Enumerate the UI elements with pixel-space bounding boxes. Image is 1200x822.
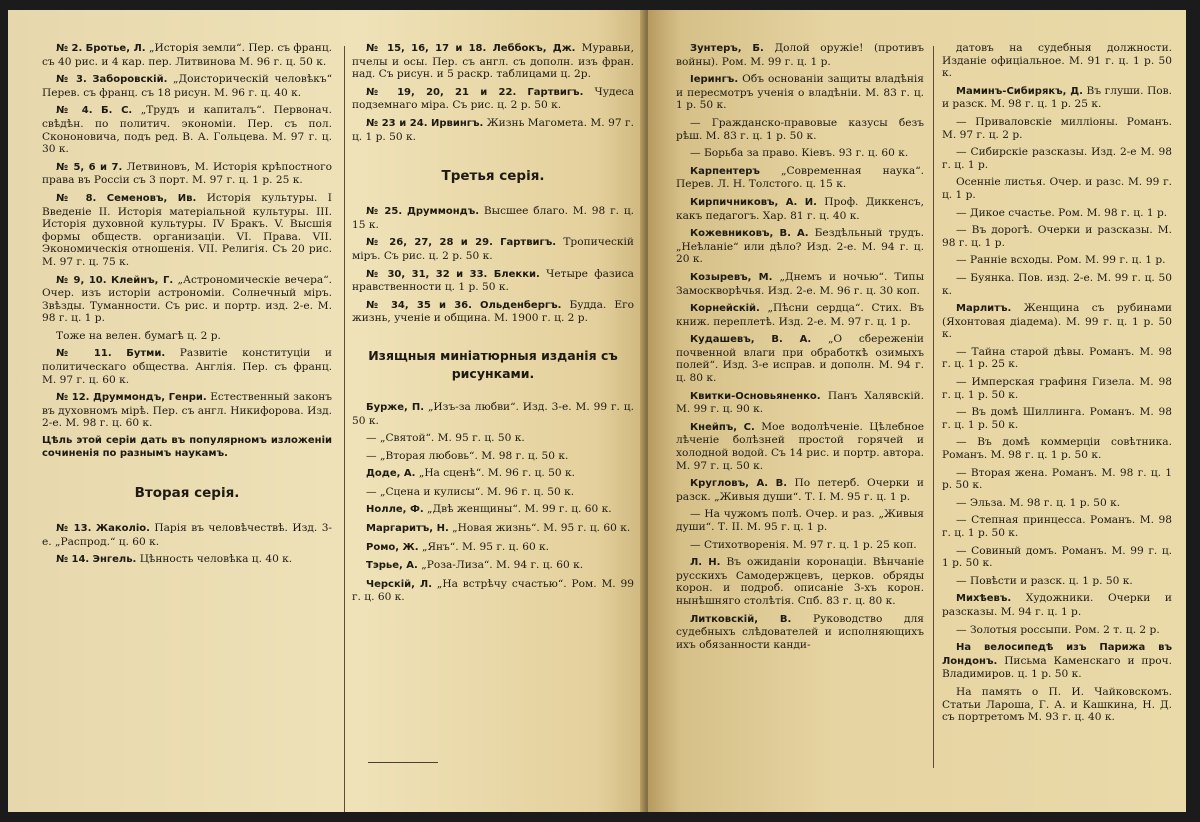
series3-heading: Третья серія. [441,168,545,185]
entry-text: — Вторая жена. Романъ. М. 98 г. ц. 1 р. 50 к. [942,466,1172,492]
entry-author: Леббокъ, Дж. [492,43,576,54]
entry-number: № 25. [366,206,403,218]
entry-text: По петерб. Очерки и разск. „Живыя души“. Т. I. М. 95 г. ц. 1 р. [676,477,924,503]
entry-author: Заборовскій. [92,74,168,86]
entry-text: Тоже на велен. бумагѣ ц. 2 р. [56,329,221,342]
entry-author: Друммондъ. [406,206,480,218]
entry-author: Кудашевъ, В. А. [690,334,812,346]
entry-text: Руководство для судебныхъ слѣдователей и исполняющихъ ихъ обязанности канди- [676,612,924,651]
entry-author: Бурже, П. [366,401,425,413]
entry-author: Кнейпъ, С. [690,421,755,433]
entry-text: Цѣнность человѣка ц. 40 к. [139,553,293,566]
catalog-entry [352,236,634,262]
catalog-entry [942,254,1172,267]
entry-number: № 14. [56,554,90,566]
catalog-entry [352,299,634,325]
entry-number: № 4. [56,105,93,117]
catalog-entry [942,207,1172,220]
entry-number: № 34, 35 и 36. [366,299,472,311]
catalog-entry [42,104,332,155]
entry-text: — Въ дорогѣ. Очерки и разсказы. М. 98 г. ц. 1 р. [942,224,1172,249]
entry-author: Л. Н. [690,557,721,569]
entry-author: Іерингъ. [690,74,739,86]
catalog-entry [676,477,924,503]
entry-number: № 8. [56,192,97,204]
entry-author: Ирвингъ. [430,117,484,129]
entry-text: „На встрѣчу счастью“. Ром. М. 99 г. ц. 60 к. [352,577,634,604]
series1-entry-list [42,42,332,430]
entry-author: Клейнъ, Г. [110,274,174,286]
catalog-entry [676,508,924,533]
entry-author: Марлитъ. [956,303,1012,315]
entry-author: Гартвигъ. [527,86,584,98]
catalog-entry [676,333,924,384]
catalog-entry [942,575,1172,588]
entry-text: Художники. Очерки и разсказы. М. 94 г. ц. 1 р. [942,592,1172,618]
entry-number: № 2. [56,43,83,54]
catalog-entry [676,421,924,472]
catalog-entry [42,347,332,386]
left-page-column-1 [42,42,332,572]
series2-continued-list [352,42,634,143]
entry-text: „Двѣ женщины“. М. 99 г. ц. 60 к. [427,503,612,516]
entry-text: датовъ на судебныя должности. Изданіе офиціальное. М. 91 г. ц. 1 р. 50 к. [942,42,1172,80]
miniature-entry-list [352,401,634,604]
catalog-entry [42,274,332,325]
catalog-entry [942,85,1172,111]
entry-text: — „Вторая любовь“. М. 98 г. ц. 50 к. [366,449,569,462]
entry-author: Друммондъ, Генри. [92,392,207,404]
catalog-entry [676,196,924,222]
entry-text: — Борьба за право. Кіевъ. 93 г. ц. 60 к. [690,147,909,160]
entry-text: „Исторія земли“. Пер. съ франц. съ 40 рис. и 4 кар. пер. Литвинова М. 96 г. ц. 50 к. [42,42,333,68]
entry-text: На память о П. И. Чайковскомъ. Статьи Лароша, Г. А. и Кашкина, Н. Д. съ портретомъ М. 93 г. ц. 40 к. [942,685,1172,724]
catalog-entry [352,486,634,499]
entry-text: — Степная принцесса. Романъ. М. 98 г. ц. 1 р. 50 к. [942,514,1172,539]
catalog-entry [942,686,1172,724]
entry-text: Тропическій міръ. Съ рис. ц. 2 р. 50 к. [352,236,634,262]
column-divider [344,46,345,812]
entry-text: Жизнь Магомета. М. 97 г. ц. 1 р. 50 к. [352,116,634,143]
entry-author: Нолле, Ф. [366,504,424,516]
catalog-entry [942,624,1172,637]
entry-author: Козыревъ, М. [690,271,773,283]
entry-text: „Новая жизнь“. М. 95 г. ц. 60 к. [452,522,631,535]
entry-author: Черскій, Л. [366,578,433,590]
catalog-entry [942,346,1172,371]
catalog-entry [676,227,924,266]
entry-text: Женщина съ рубинами (Яхонтовая діадема). М. 99 г. ц. 1 р. 50 к. [942,302,1172,341]
entry-text: Развитіе конституціи и политическаго общества. Англія. Пер. съ франц. М. 97 г. ц. 60 к. [42,347,332,386]
entry-text: „Роза-Лиза“. М. 94 г. ц. 60 к. [421,559,584,572]
catalog-entry [42,330,332,343]
entry-text: — Тайна старой дѣвы. Романъ. М. 98 г. ц. 1 р. 25 к. [942,345,1172,371]
catalog-entry [42,391,332,430]
entry-author: На велосипедѣ изъ Парижа въ Лондонъ. [942,642,1172,667]
entry-author: Маминъ-Сибирякъ, Д. [956,85,1083,97]
catalog-entry [676,42,924,68]
catalog-entry [676,73,924,112]
catalog-entry [352,401,634,427]
bottom-rule [368,762,438,763]
entry-text: — Въ домѣ Шиллинга. Романъ. М. 98 г. ц. 1 р. 50 к. [942,406,1172,431]
catalog-entry [352,268,634,294]
catalog-entry [42,73,332,99]
entry-number: № 3. [56,74,87,86]
catalog-entry [676,613,924,652]
catalog-entry [942,224,1172,249]
catalog-entry [676,390,924,416]
catalog-entry [942,42,1172,80]
entry-number: № 23 и 24. [366,117,428,129]
entry-text: — Въ домѣ коммерціи совѣтника. Романъ. М. 98 г. ц. 1 р. 50 к. [942,436,1172,462]
entry-text: Проф. Диккенсъ, какъ педагогъ. Хар. 81 г. ц. 40 к. [676,195,924,222]
entry-text: „О сбереженіи почвенной влаги при обработкѣ озимыхъ полей“. Изд. 3-е исправ. и дополн. М. 94 г. ц. 80 к. [676,333,924,385]
entry-text: — Совиный домъ. Романъ. М. 99 г. ц. 1 р. 50 к. [942,544,1172,570]
entry-text: „Изъ-за любви“. Изд. 3-е. М. 99 г. ц. 50 к. [352,400,634,427]
catalog-entry [352,559,634,573]
entry-author: Семеновъ, Ив. [106,192,197,204]
column-divider [933,46,934,768]
catalog-entry [676,302,924,328]
catalog-entry [942,436,1172,461]
entry-author: Блекки. [493,268,540,280]
catalog-entry [42,522,332,548]
catalog-entry [352,432,634,445]
series1-note: Цѣль этой серіи дать въ популярномъ изложеніи сочиненія по разнымъ наукамъ. [42,435,332,459]
right-page-column-1 [676,42,924,656]
catalog-entry [942,116,1172,141]
catalog-entry [352,578,634,604]
catalog-entry [676,539,924,552]
catalog-entry [676,165,924,191]
miniature-editions-heading: Изящныя миніатюрныя изданія съ рисунками. [368,347,618,381]
entry-author: Кирпичниковъ, А. И. [690,196,817,208]
entry-text: — Имперская графиня Гизела. М. 98 г. ц. 1 р. 50 к. [942,376,1172,401]
catalog-entry [352,541,634,555]
catalog-entry-list-m [942,42,1172,724]
entry-number: № 15, 16, 17 и 18. [366,43,487,54]
catalog-entry [676,117,924,142]
catalog-entry [942,592,1172,618]
entry-author: Бротье, Л. [85,43,146,54]
catalog-entry [42,42,332,68]
catalog-entry [942,176,1172,201]
entry-text: Чудеса подземнаго міра. Съ рис. ц. 2 р. 50 к. [352,85,635,112]
entry-author: Жаколіо. [95,523,150,535]
catalog-entry [676,556,924,607]
catalog-entry [942,467,1172,492]
entry-text: — Приваловскіе милліоны. Романъ. М. 97 г. ц. 2 р. [942,115,1172,141]
catalog-entry [942,272,1172,297]
entry-text: Въ глуши. Пов. и разск. М. 98 г. ц. 1 р. 25 к. [942,84,1173,111]
catalog-entry [942,641,1172,681]
entry-text: Бездѣльный трудъ. „Неѣланіе“ или дѣло? Изд. 2-е. М. 94 г. ц. 20 к. [676,227,924,266]
entry-text: „На сценѣ“. М. 96 г. ц. 50 к. [418,467,575,480]
entry-author: Ольденбергъ. [480,299,562,311]
entry-author: Бутми. [126,348,166,360]
entry-number: № 12. [56,392,90,404]
entry-text: „Янъ“. М. 95 г. ц. 60 к. [421,540,550,553]
entry-author: Корнейскій. [690,303,760,315]
entry-text: Муравьи, пчелы и осы. Пер. съ англ. съ дополн. изъ фран. над. Съ рисун. и 5 раскр. таблицами ц. 2р. [352,42,634,81]
entry-author: Доде, А. [366,468,416,480]
entry-text: Парія въ человѣчествѣ. Изд. 3-е. „Распрод.“ ц. 60 к. [42,522,333,548]
entry-author: Ромо, Ж. [366,541,419,553]
entry-number: № 19, 20, 21 и 22. [366,86,517,98]
entry-author: Тэрье, А. [366,560,418,572]
entry-author: Квитки-Основьяненко. [690,390,821,402]
entry-number: № 11. [56,348,112,360]
series3-entry-list [352,205,634,325]
catalog-entry-list-k [676,42,924,651]
catalog-entry [942,497,1172,510]
entry-author: Карпентеръ [690,165,760,177]
entry-text: „Астрономическіе вечера“. Очер. изъ исторіи астрономіи. Солнечный міръ. Звѣзды. Туманности. Съ рис. и портр. изд. 2-е. М. 98 г. ц. 1 р. [42,273,332,325]
entry-text: — Раннiе всходы. Ром. М. 99 г. ц. 1 р. [956,254,1166,267]
catalog-entry [352,503,634,517]
entry-text: Панъ Халявскій. М. 99 г. ц. 90 к. [676,389,925,416]
entry-text: — Повѣсти и разск. ц. 1 р. 50 к. [956,574,1133,587]
entry-text: „Современная наука“. Перев. Л. Н. Толстого. ц. 15 к. [676,164,924,191]
right-page-column-2 [942,42,1172,729]
entry-author: Михѣевъ. [956,593,1012,605]
entry-text: — Дикое счастье. Ром. М. 98 г. ц. 1 р. [956,206,1168,219]
entry-number: № 9, 10. [56,274,107,286]
entry-text: „Доисторическій человѣкъ“ Перев. съ франц. съ 18 рисун. М. 96 г. ц. 40 к. [42,73,332,99]
entry-number: № 30, 31, 32 и 33. [366,268,488,280]
entry-text: Четыре фазиса нравственности ц. 1 р. 50 к. [352,267,634,294]
entry-text: — „Сцена и кулисы“. М. 96 г. ц. 50 к. [366,485,575,498]
catalog-entry [942,146,1172,171]
entry-text: Летвиновъ, М. Исторія крѣпостного права въ Россіи съ 3 порт. М. 97 г. ц. 1 р. 25 к. [42,160,333,187]
entry-number: № 26, 27, 28 и 29. [366,237,493,249]
entry-number: № 5, 6 и 7. [56,161,123,173]
entry-text: Въ ожиданіи коронаціи. Вѣнчаніе русскихъ Самодержцевъ, церков. обряды корон. и подроб. описаніе 3-хъ корон. нынѣшняго столѣтія. Спб. 83 г. ц. 80 к. [676,556,924,607]
entry-author: Гартвигъ. [500,237,557,249]
entry-text: — Буянка. Пов. изд. 2-е. М. 99 г. ц. 50 к. [942,271,1172,297]
entry-text: — Стихотворенія. М. 97 г. ц. 1 р. 25 коп. [690,538,917,551]
entry-author: Кожевниковъ, В. А. [690,228,809,240]
catalog-entry [676,147,924,160]
left-page [8,10,648,812]
entry-text: — Золотыя россыпи. Ром. 2 т. ц. 2 р. [956,623,1160,636]
catalog-entry [352,42,634,81]
entry-text: — Сибирскіе разсказы. Изд. 2-е М. 98 г. ц. 1 р. [942,146,1172,171]
entry-text: Будда. Его жизнь, ученіе и община. М. 1900 г. ц. 2 р. [352,298,634,325]
catalog-entry [42,161,332,187]
left-page-column-2 [352,42,634,609]
series2-entry-list [42,522,332,567]
catalog-entry [942,514,1172,539]
entry-text: Объ основаніи защиты владѣнія и пересмотръ ученія о владѣніи. М. 83 г. ц. 1 р. 50 к. [676,73,924,112]
catalog-entry [352,117,634,143]
entry-text: Мое водолѣченіе. Цѣлебное лѣченіе болѣзней простой горячей и холодной водой. Съ 14 рис. и портр. автора. М. 97 г. ц. 50 к. [676,420,924,472]
catalog-entry [942,376,1172,401]
catalog-entry [942,302,1172,341]
catalog-entry [676,271,924,297]
entry-text: „Днемъ и ночью“. Типы Замоскворѣчья. Изд. 2-е. М. 96 г. ц. 30 коп. [676,270,925,297]
entry-author: Маргаритъ, Н. [366,523,449,535]
entry-text: — Гражданско-правовые казусы безъ рѣш. М. 83 г. ц. 1 р. 50 к. [676,116,924,142]
entry-text: Естественный законъ въ духовномъ мірѣ. Пер. съ англ. Никифорова. Изд. 2-е. М. 98 г. ц. 60 к. [42,391,333,430]
catalog-entry [42,192,332,269]
entry-text: Осенніе листья. Очер. и разс. М. 99 г. ц. 1 р. [942,176,1172,201]
series2-heading: Вторая серія. [134,485,240,502]
entry-author: Энгель. [92,554,137,566]
entry-text: „Трудъ и капиталъ“. Первонач. свѣдѣн. по политич. экономіи. Пер. съ пол. Скононовича, подъ ред. В. А. Гольцева. М. 97 г. ц. 30 к. [42,104,332,156]
entry-text: Исторія культуры. I Введеніе II. Исторія матеріальной культуры. III. Исторія духовной культуры. IV Бракъ. V. Высшія формы обществ. организаціи. VI. Права. VII. Экономическія отношенія. VII. Религія. Съ 20 рис. М. 97 г. ц. 75 к. [42,191,332,268]
catalog-entry [352,86,634,112]
entry-text: Письма Каменскаго и проч. Владимиров. ц. 1 р. 50 к. [942,654,1172,681]
entry-text: — „Святой“. М. 95 г. ц. 50 к. [366,432,525,445]
catalog-entry [352,205,634,231]
catalog-entry [42,553,332,567]
catalog-entry [352,522,634,536]
catalog-entry [352,450,634,463]
catalog-entry [352,467,634,481]
entry-text: „Пѣсни сердца“. Стих. Въ книж. переплетѣ. Изд. 2-е. М. 97 г. ц. 1 р. [676,302,924,328]
catalog-entry [942,406,1172,431]
entry-author: Б. С. [101,105,133,117]
entry-author: Кругловъ, А. В. [690,478,788,490]
catalog-entry [942,545,1172,570]
entry-author: Литковскій, В. [690,613,792,625]
right-page [648,10,1186,812]
entry-author: Зунтеръ, Б. [690,43,764,54]
entry-number: № 13. [56,523,92,535]
entry-text: Долой оружіе! (противъ войны). Ром. М. 99 г. ц. 1 р. [676,42,924,68]
entry-text: Высшее благо. М. 98 г. ц. 15 к. [352,205,635,231]
entry-text: — На чужомъ полѣ. Очер. и раз. „Живыя души“. Т. II. М. 95 г. ц. 1 р. [676,508,924,533]
entry-text: — Эльза. М. 98 г. ц. 1 р. 50 к. [956,496,1121,509]
